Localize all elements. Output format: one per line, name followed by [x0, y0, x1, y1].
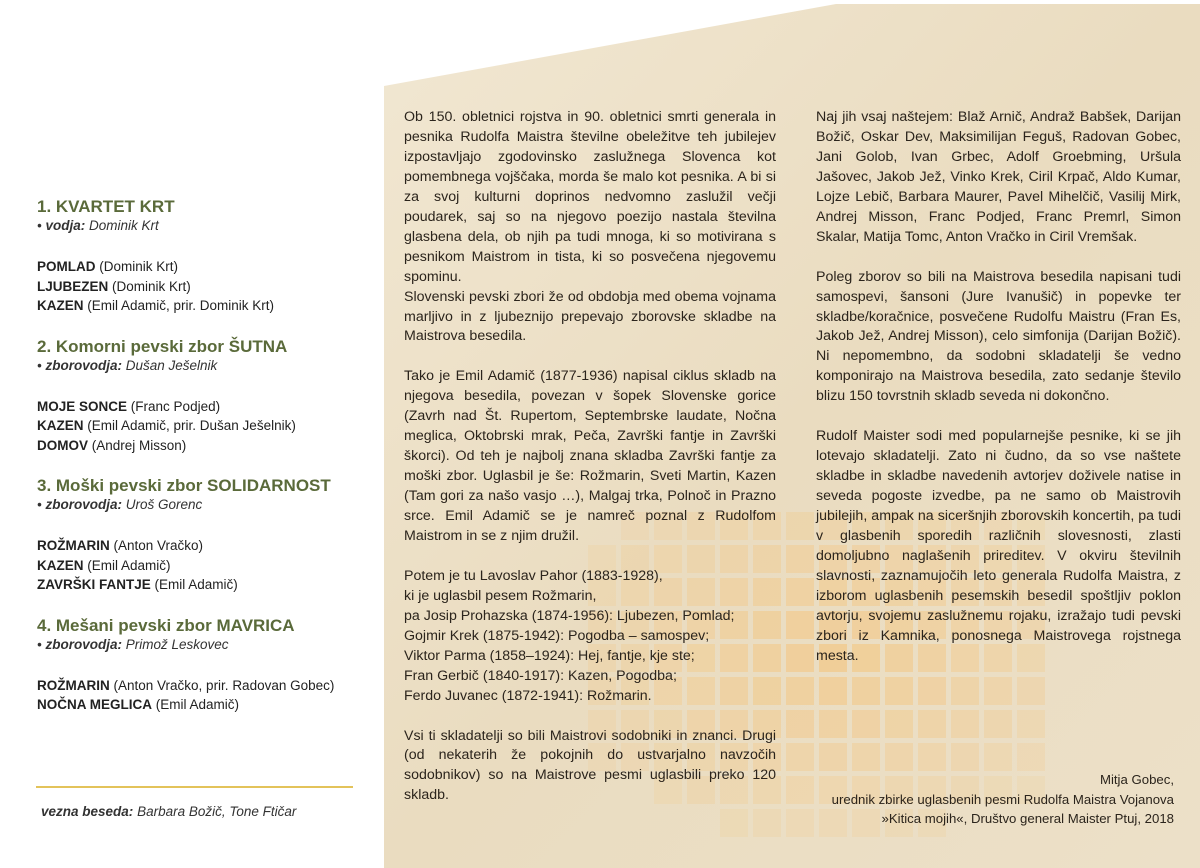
decorative-square: [885, 743, 913, 771]
song-item: [37, 575, 367, 595]
song-item: [37, 296, 367, 316]
song-item: [37, 536, 367, 556]
decorative-square: [819, 743, 847, 771]
choir-title: 4. Mešani pevski zbor MAVRICA: [37, 615, 295, 635]
song-item: [37, 676, 367, 696]
song-title: LJUBEZEN: [37, 278, 109, 294]
composer-line: Fran Gerbič (1840-1917): Kazen, Pogodba;: [404, 667, 677, 684]
decorative-square: [1017, 743, 1045, 771]
choir-title: 3. Moški pevski zbor SOLIDARNOST: [37, 476, 331, 495]
article-paragraph: Poleg zborov so bili na Maistrova besedila napisani tudi samospevi, šansoni (Jure Ivanušič) in popevke ter skladbe/koračnice, posvečene Rudolfu Maistru (Fran Es, Jakob Jež, Andrej Misson), celo simfonija (Darijan Božič). Ni nepomembno, da sodobni skladatelji še vedno komponirajo na Maistrova besedila, zato sedanje število blizu 150 tovrstnih skladb seveda ni dokončno.: [816, 268, 1181, 405]
decorative-square: [786, 743, 814, 771]
leader-role: vodja:: [45, 218, 86, 233]
song-list: [37, 676, 367, 715]
decorative-square: [951, 710, 979, 738]
choir-leader: [37, 636, 367, 654]
article-paragraph: Ob 150. obletnici rojstva in 90. obletnici smrti generala in pesnika Rudolfa Maistra številne obeležitve teh jubilejev izpostavljajo zgodovinsko zaslužnega Slovenca kot pomembnega vojščaka, morda še malo kot pesnika. A bi si za svoj kulturni doprinos nedvomno zaslužil večji poudarek, saj so na njegovo poezijo nastala številna glasbena dela, ob njih pa tudi mnoga, ki so motivirana s pesnikom Maistrom in tista, ki so posvečena njegovemu spominu.: [404, 109, 776, 285]
song-credit: (Andrej Misson): [91, 437, 187, 453]
article-column-right: [816, 108, 1181, 687]
composer-line: ki je uglasbil pesem Rožmarin,: [404, 587, 597, 604]
song-title: KAZEN: [37, 557, 84, 573]
leader-role: zborovodja:: [45, 357, 122, 373]
song-item: [37, 416, 367, 436]
decorative-square: [786, 677, 814, 705]
decorative-square: [852, 743, 880, 771]
leader-role: zborovodja:: [45, 636, 122, 652]
song-title: ZAVRŠKI FANTJE: [37, 577, 151, 592]
song-title: NOČNA MEGLICA: [37, 697, 152, 712]
article-paragraph: Slovenski pevski zbori že od obdobja med obema vojnama marljivo in z ljubeznijo prepevajo zborovske skladbe na Maistrova besedila.: [404, 288, 776, 345]
bullet-icon: •: [37, 497, 46, 512]
leader-name: Dušan Ješelnik: [125, 357, 218, 373]
song-title: KAZEN: [37, 298, 84, 313]
concert-program: [37, 196, 367, 735]
decorative-square: [786, 644, 814, 672]
song-title: KAZEN: [37, 418, 84, 433]
song-credit: (Emil Adamič, prir. Dušan Ješelnik): [87, 418, 296, 433]
song-title: POMLAD: [37, 259, 96, 274]
host-names: Barbara Božič, Tone Ftičar: [137, 804, 297, 819]
decorative-square: [1017, 710, 1045, 738]
song-item: [37, 277, 367, 297]
song-list: [37, 397, 367, 456]
signature-source: »Kitica mojih«, Društvo general Maister Ptuj, 2018: [881, 811, 1174, 826]
song-item: [37, 695, 367, 715]
decorative-square: [786, 578, 814, 606]
decorative-square: [885, 710, 913, 738]
song-credit: (Dominik Krt): [99, 259, 179, 274]
song-credit: (Emil Adamič): [155, 697, 240, 712]
decorative-square: [918, 743, 946, 771]
article-paragraph: Naj jih vsaj naštejem: Blaž Arnič, Andraž Babšek, Darijan Božič, Oskar Dev, Maksimilijan Feguš, Radovan Gobec, Jani Golob, Ivan Grbec, Adolf Groebming, Uršula Jašovec, Jakob Jež, Vinko Krek, Ciril Krpač, Aldo Kumar, Lojze Lebič, Barbara Maurer, Pavel Mihelčič, Vasilij Mirk, Andrej Misson, Franc Podjed, Franc Premrl, Simon Skalar, Matija Tomc, Anton Vračko in Ciril Vremšak.: [816, 109, 1181, 245]
choir-leader: [37, 496, 367, 514]
bullet-icon: •: [37, 357, 46, 373]
choir-leader: [37, 217, 367, 235]
song-title: DOMOV: [37, 437, 89, 453]
song-credit: (Emil Adamič): [154, 577, 238, 592]
signature-role: urednik zbirke uglasbenih pesmi Rudolfa Maistra Vojanova: [831, 791, 1174, 807]
leader-role: zborovodja:: [45, 497, 122, 512]
bullet-icon: •: [37, 218, 46, 233]
song-item: [37, 556, 367, 576]
article-paragraph: Vsi ti skladatelji so bili Maistrovi sodobniki in znanci. Drugi (od nekaterih že pokojnih do ustvarjalno navzočih sodobnikov) so na Maistrove pesmi uglasbili preko 120 skladb.: [404, 727, 776, 804]
article-paragraph: Rudolf Maister sodi med popularnejše pesnike, ki se jih lotevajo skladatelji. Zato ni čudno, da so vse naštete skladbe in skladbe navedenih avtorjev doživele natise in seveda pogoste izvedbe, pa ne samo ob Maistrovih jubilejih, ampak na siceršnjih zborovskih koncertih, pa tudi v glasbenih sporedih različnih slovesnosti, zlasti domoljubno naglašenih prireditev. V okviru številnih slavnosti, zaznamujočih leto generala Rudolfa Maistra, z izborom uglasbenih pesemskih besedil spoštljiv poklon avtorju, svojemu zaslužnemu rojaku, izražajo tudi pevski zbori iz Kamnika, ponosnega Maistrovega rojstnega mesta.: [816, 428, 1181, 664]
song-list: [37, 536, 367, 595]
decorative-square: [786, 611, 814, 639]
decorative-square: [984, 743, 1012, 771]
leader-name: Uroš Gorenc: [125, 497, 203, 512]
choir-title: 1. KVARTET KRT: [37, 197, 175, 216]
song-title: MOJE SONCE: [37, 398, 128, 414]
bullet-icon: •: [37, 636, 46, 652]
song-credit: (Emil Adamič): [87, 557, 171, 573]
author-signature: [794, 770, 1174, 829]
song-credit: (Emil Adamič, prir. Dominik Krt): [87, 298, 275, 313]
song-credit: (Anton Vračko): [113, 538, 204, 553]
leader-name: Dominik Krt: [89, 218, 159, 233]
decorative-square: [984, 710, 1012, 738]
song-item: [37, 436, 367, 456]
song-title: ROŽMARIN: [37, 677, 110, 693]
song-item: [37, 257, 367, 277]
song-list: [37, 257, 367, 316]
composer-line: Potem je tu Lavoslav Pahor (1883-1928),: [404, 567, 663, 584]
host-credit: [41, 804, 296, 819]
choir-title: 2. Komorni pevski zbor ŠUTNA: [37, 336, 288, 356]
decorative-square: [786, 710, 814, 738]
choir-leader: [37, 357, 367, 375]
article-column-left: [404, 108, 776, 826]
decorative-square: [786, 512, 814, 540]
composer-line: Viktor Parma (1858–1924): Hej, fantje, kje ste;: [404, 647, 695, 664]
song-title: ROŽMARIN: [37, 538, 110, 553]
leader-name: Primož Leskovec: [125, 636, 229, 652]
composer-line: Ferdo Juvanec (1872-1941): Rožmarin.: [404, 687, 652, 704]
divider-line: [36, 786, 353, 788]
composer-line: Gojmir Krek (1875-1942): Pogodba – samospev;: [404, 627, 710, 644]
host-role: vezna beseda:: [41, 804, 134, 819]
song-credit: (Anton Vračko, prir. Radovan Gobec): [113, 677, 335, 693]
song-credit: (Dominik Krt): [112, 278, 191, 294]
song-item: [37, 397, 367, 417]
signature-name: Mitja Gobec,: [1099, 772, 1174, 787]
composer-line: pa Josip Prohazska (1874-1956): Ljubezen, Pomlad;: [404, 607, 735, 624]
decorative-square: [819, 710, 847, 738]
decorative-square: [918, 710, 946, 738]
decorative-square: [852, 710, 880, 738]
article-paragraph: Tako je Emil Adamič (1877-1936) napisal ciklus skladb na njegova besedila, povezan v šopek Slovenske gorice (Zavrh nad Št. Rupertom, Septembrske laudate, Nočna meglica, Oktobrski mrak, Peča, Završki fantje in Završki škorci). Od teh je najbolj znana skladba Završki fantje za moški zbor. Uglasbil je še: Rožmarin, Sveti Martin, Kazen (Tam gori za našo vasjo …), Malgaj trka, Polnoč in Prazno srce. Emil Adamič se je namreč poznal z Rudolfom Maistrom in se z njim družil.: [404, 368, 776, 544]
decorative-square: [951, 743, 979, 771]
decorative-square: [786, 545, 814, 573]
composer-list: [404, 567, 776, 707]
song-credit: (Franc Podjed): [130, 398, 221, 414]
